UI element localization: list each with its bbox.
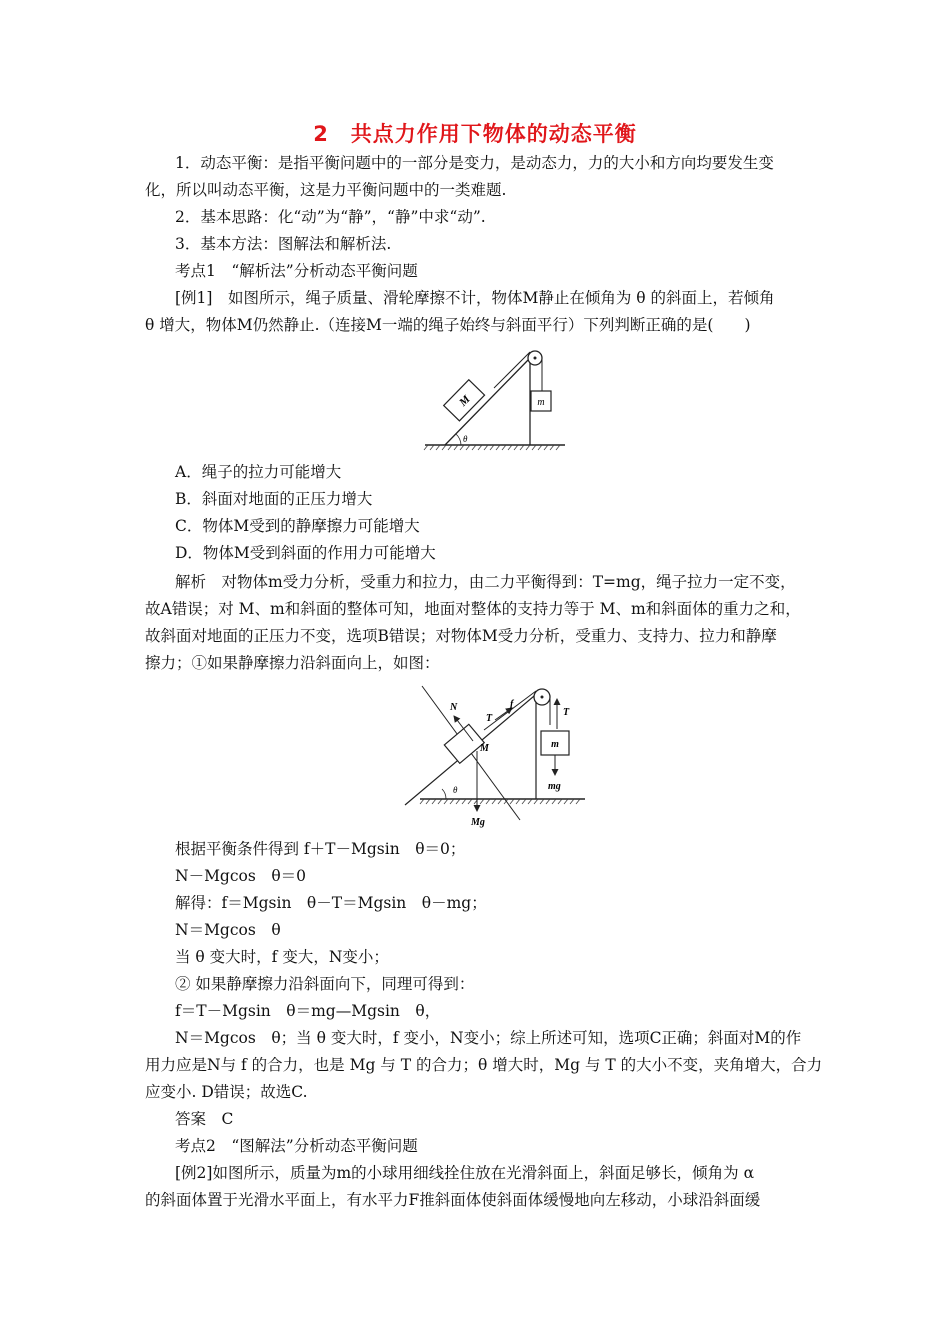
conclusion-line-3: 应变小. D错误；故选C. (145, 1083, 308, 1101)
option-d: D．物体M受到斜面的作用力可能增大 (175, 544, 436, 562)
fig2-label-Mg: Mg (471, 817, 485, 828)
fig2-label-T-right: T (563, 707, 570, 718)
option-c: C．物体M受到的静摩擦力可能增大 (175, 517, 420, 535)
equation-line-1: 根据平衡条件得到 f＋T－Mgsin θ＝0； (175, 840, 466, 858)
section-heading-1: 考点1 “解析法”分析动态平衡问题 (175, 262, 418, 280)
fig1-label-theta: θ (463, 434, 468, 444)
fig2-label-N: N (450, 702, 458, 713)
equation-line-4: N＝Mgcos θ (175, 921, 281, 939)
analysis-line-4: 擦力；①如果静摩擦力沿斜面向上，如图： (145, 654, 440, 672)
equation-line-5: 当 θ 变大时，f 变大，N变小； (175, 948, 389, 966)
figure-2-force-diagram (400, 683, 590, 831)
fig2-label-f: f (510, 699, 514, 710)
section-heading-2: 考点2 “图解法”分析动态平衡问题 (175, 1137, 418, 1155)
fig2-label-m: m (551, 739, 559, 750)
equation-line-3: 解得：f＝Mgsin θ－T＝Mgsin θ－mg； (175, 894, 487, 912)
equation-line-2: N－Mgcos θ＝0 (175, 867, 307, 885)
fig1-label-m: m (537, 397, 545, 408)
equation-line-7: f＝T－Mgsin θ＝mg—Mgsin θ， (175, 1002, 441, 1020)
answer-line: 答案 C (175, 1110, 234, 1128)
analysis-line-3: 故斜面对地面的正压力不变，选项B错误；对物体M受力分析，受重力、支持力、拉力和静摩 (145, 627, 777, 645)
option-b: B．斜面对地面的正压力增大 (175, 490, 373, 508)
example1-line-1: [例1] 如图所示，绳子质量、滑轮摩擦不计，物体M静止在倾角为 θ 的斜面上，若倾角 (175, 289, 775, 307)
intro-line-3: 2．基本思路：化“动”为“静”，“静”中求“动”. (175, 208, 486, 226)
fig2-label-mg: mg (548, 781, 561, 792)
intro-line-1: 1．动态平衡：是指平衡问题中的一部分是变力，是动态力，力的大小和方向均要发生变 (175, 154, 774, 172)
example1-line-2: θ 增大，物体M仍然静止.（连接M一端的绳子始终与斜面平行）下列判断正确的是( ) (145, 316, 751, 334)
intro-line-4: 3．基本方法：图解法和解析法. (175, 235, 392, 253)
equation-line-6: ② 如果静摩擦力沿斜面向下，同理可得到： (175, 975, 475, 993)
fig2-label-theta: θ (453, 785, 458, 795)
conclusion-line-1: N＝Mgcos θ；当 θ 变大时，f 变小，N变小；综上所述可知，选项C正确；斜面对M的作 (175, 1029, 802, 1047)
analysis-line-2: 故A错误；对 M、m和斜面的整体可知，地面对整体的支持力等于 M、m和斜面体的重力之和， (145, 600, 801, 618)
fig2-label-M: M (480, 743, 489, 754)
option-a: A．绳子的拉力可能增大 (175, 463, 342, 481)
conclusion-line-2: 用力应是N与 f 的合力，也是 Mg 与 T 的合力；θ 增大时，Mg 与 T 的大小不变，夹角增大，合力 (145, 1056, 823, 1074)
fig2-label-T: T (486, 713, 493, 724)
intro-line-2: 化，所以叫动态平衡，这是力平衡问题中的一类难题. (145, 181, 507, 199)
analysis-line-1: 解析 对物体m受力分析，受重力和拉力，由二力平衡得到：T=mg，绳子拉力一定不变， (175, 573, 796, 591)
example2-line-1: [例2]如图所示，质量为m的小球用细线拴住放在光滑斜面上，斜面足够长，倾角为 α (175, 1164, 755, 1182)
fig1-label-M: M (457, 393, 473, 409)
page-title: 2 共点力作用下物体的动态平衡 (313, 122, 637, 146)
figure-1-incline-pulley (420, 345, 570, 455)
example2-line-2: 的斜面体置于光滑水平面上，有水平力F推斜面体使斜面体缓慢地向左移动，小球沿斜面缓 (145, 1191, 761, 1209)
